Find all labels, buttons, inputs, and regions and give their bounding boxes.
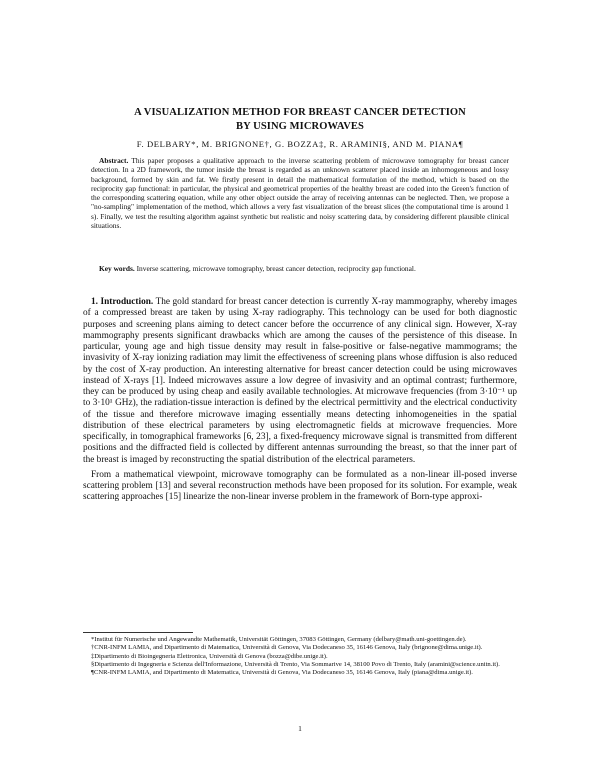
- footnotes: [83, 636, 517, 677]
- footnote-rule: [83, 632, 193, 633]
- footnote: *Institut für Numerische und Angewandte Mathematik, Universität Göttingen, 37083 Göttingen, Germany (delbary@math.uni-goettingen.de).: [91, 636, 467, 643]
- title-line-1: A VISUALIZATION METHOD FOR BREAST CANCER DETECTION: [134, 107, 466, 118]
- introduction-section: [83, 297, 517, 504]
- footnote: §Dipartimento di Ingegneria e Scienza dell'Informazione, Università di Trento, Via Sommarive 14, 38100 Povo di Trento, Italy (aramini@science.unitn.it).: [91, 660, 500, 668]
- page-number: 1: [298, 724, 302, 733]
- footnote: †CNR-INFM LAMIA, and Dipartimento di Matematica, Università di Genova, Via Dodecaneso 35, 16146 Genova, Italy (brignone@dima.unige.it).: [91, 644, 483, 652]
- section-heading: 1. Introduction.: [91, 297, 154, 307]
- title-line-2: BY USING MICROWAVES: [236, 121, 364, 132]
- abstract-text: This paper proposes a qualitative approach to the inverse scattering problem of microwave tomography for breast cancer detection. In a 2D framework, the tumor inside the breast is regarded as an unknown scatterer placed inside an inhomogeneous and lossy background, formed by skin and fat. We firstly present in detail the mathematical formulation of the method, which is based on the reciprocity gap functional: in particular, the physical and geometrical properties of the healthy breast are coded into the Green's function of the corresponding scattering equation, while any other object outside the array of receiving antennas can be neglected. Then, we propose a "no-sampling" implementation of the method, which allows a very fast visualization of the breast slices (the computational time is around 1 s). Finally, we test the resulting algorithm against synthetic but realistic and noisy scattering data, by considering different plausible clinical situations.: [91, 156, 510, 231]
- author-list: F. DELBARY*, M. BRIGNONE†, G. BOZZA‡, R. ARAMINI§, AND M. PIANA¶: [136, 139, 464, 149]
- abstract: [91, 156, 509, 230]
- paragraph-text: The gold standard for breast cancer detection is currently X-ray mammography, whereby images of a compressed breast are taken by using X-ray radiography. This technology can be used for both diagnostic purposes and screening plans aiming to detect cancer before the occurrence of any clinical sign. However, X-ray mammography presents significant drawbacks which are among the causes of the persistence of this disease. In particular, young age and high tissue density may result in false-positive or false-negative mammograms; the invasivity of X-ray ionizing radiation may limit the effectiveness of screening plans whose diffusion is also reduced by the cost of X-ray production. An interesting alternative for breast cancer detection could be using microwaves instead of X-rays [1]. Indeed microwaves assure a low degree of invasivity and an optimal contrast; furthermore, they can be produced by using cheap and easily available technologies. At microwave frequencies (from 3·10⁻¹ up to 3·10¹ GHz), the radiation-tissue interaction is defined by the electrical permittivity and the electrical conductivity of the tissue and therefore microwave imaging essentially means detecting inhomogeneities in the spatial distribution of these electrical parameters by using electromagnetic fields at microwave frequencies. More specifically, in tomographical frameworks [6, 23], a fixed-frequency microwave signal is transmitted from different positions and the diffracted field is collected by different antennas surrounding the breast, so that the inner part of the breast is imaged by reconstructing the spatial distribution of the electrical parameters.: [83, 297, 518, 465]
- paper-title: [83, 106, 517, 134]
- abstract-label: Abstract.: [99, 156, 129, 165]
- footnote: ¶CNR-INFM LAMIA, and Dipartimento di Matematica, Università di Genova, Via Dodecaneso 35, 16146 Genova, Italy (piana@dima.unige.it).: [91, 669, 473, 677]
- footnote: ‡Dipartimento di Bioingegneria Elettronica, Università di Genova (bozza@dibe.unige.it).: [91, 652, 328, 660]
- paragraph: [83, 297, 517, 466]
- paragraph: From a mathematical viewpoint, microwave tomography can be formulated as a non-linear ill-posed inverse scattering problem [13] and several reconstruction methods have been proposed for its solution. For example, weak scattering approaches [15] linearize the non-linear inverse problem in the framework of Born-type approxi-: [83, 469, 517, 503]
- keywords-label: Key words.: [99, 264, 135, 273]
- keywords: [91, 264, 509, 273]
- keywords-text: Inverse scattering, microwave tomography, breast cancer detection, reciprocity gap functional.: [136, 264, 416, 273]
